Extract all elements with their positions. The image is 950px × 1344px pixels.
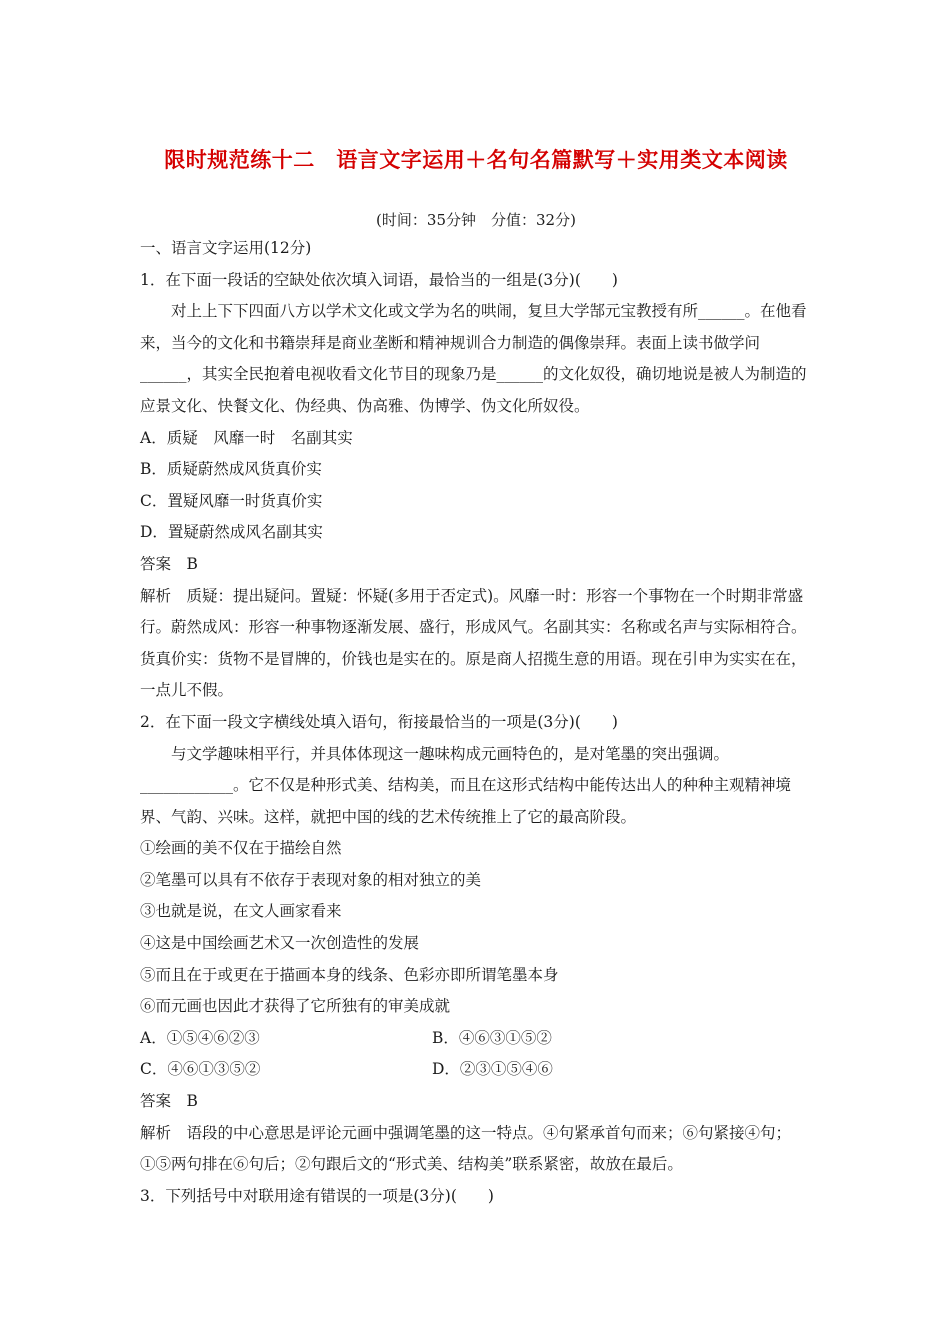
- q2-item-4: ④这是中国绘画艺术又一次创造性的发展: [140, 934, 420, 953]
- q2-answer: [140, 1086, 812, 1118]
- q1-analysis: [140, 581, 812, 707]
- analysis-label: 解析: [140, 1123, 172, 1142]
- q2-option-a: A．①⑤④⑥②③: [140, 1028, 260, 1047]
- q1-stem: 1．在下面一段话的空缺处依次填入词语，最恰当的一组是(3分)( ): [140, 270, 618, 289]
- document-body: [140, 233, 812, 1212]
- q2-passage: 与文学趣味相平行，并具体体现这一趣味构成元画特色的，是对笔墨的突出强调。____________。它不仅是种形式美、结构美，而且在这形式结构中能传达出人的种种主观精神境界、气韵、兴味。这样，就把中国的线的艺术传统推上了它的最高阶段。: [140, 744, 792, 826]
- section-heading: 一、语言文字运用(12分): [140, 239, 312, 257]
- q2-item-2: ②笔墨可以具有不依存于表现对象的相对独立的美: [140, 870, 482, 889]
- q1-option-a: A．质疑 风靡一时 名副其实: [140, 428, 353, 447]
- time-score-info: (时间：35分钟 分值：32分): [376, 211, 576, 229]
- q3-stem: 3．下列括号中对联用途有错误的一项是(3分)( ): [140, 1186, 494, 1205]
- q2-options-row-2: [140, 1054, 812, 1086]
- q2-stem: 2．在下面一段文字横线处填入语句，衔接最恰当的一项是(3分)( ): [140, 712, 618, 731]
- answer-value: B: [186, 1092, 198, 1111]
- q1-passage: 对上上下下四面八方以学术文化或文学为名的哄闹，复旦大学郜元宝教授有所______。在他看来，当今的文化和书籍崇拜是商业垄断和精神规训合力制造的偶像崇拜。表面上读书做学问______，其实全民抱着电视收看文化节目的现象乃是______的文化奴役，确切地说是被人为制造的应景文化、快餐文化、伪经典、伪高雅、伪博学、伪文化所奴役。: [140, 302, 807, 415]
- q1-answer: [140, 549, 812, 581]
- answer-value: B: [186, 554, 198, 573]
- q1-option-c: C．置疑风靡一时货真价实: [140, 491, 323, 510]
- q2-item-5: ⑤而且在于或更在于描画本身的线条、色彩亦即所谓笔墨本身: [140, 965, 559, 984]
- analysis-label: 解析: [140, 586, 172, 605]
- q2-option-d: D．②③①⑤④⑥: [432, 1060, 553, 1079]
- answer-label: 答案: [140, 554, 172, 573]
- analysis-text: 质疑：提出疑问。置疑：怀疑(多用于否定式)。风靡一时：形容一个事物在一个时期非常盛行。蔚然成风：形容一种事物逐渐发展、盛行，形成风气。名副其实：名称或名声与实际相符合。货真价实：货物不是冒牌的，价钱也是实在的。原是商人招揽生意的用语。现在引申为实实在在，一点儿不假。: [140, 586, 807, 700]
- q2-item-3: ③也就是说，在文人画家看来: [140, 902, 342, 921]
- q1-option-d: D．置疑蔚然成风名副其实: [140, 523, 323, 542]
- q2-item-6: ⑥而元画也因此才获得了它所独有的审美成就: [140, 997, 451, 1016]
- q1-option-b: B．质疑蔚然成风货真价实: [140, 460, 322, 479]
- document-title: 限时规范练十二 语言文字运用＋名句名篇默写＋实用类文本阅读: [164, 148, 788, 172]
- q2-option-c: C．④⑥①③⑤②: [140, 1060, 261, 1079]
- q2-item-1: ①绘画的美不仅在于描绘自然: [140, 839, 342, 858]
- q2-option-b: B．④⑥③①⑤②: [432, 1028, 552, 1047]
- analysis-text: 语段的中心意思是评论元画中强调笔墨的这一特点。④句紧承首句而来；⑥句紧接④句；①⑤两句排在⑥句后；②句跟后文的“形式美、结构美”联系紧密，故放在最后。: [140, 1123, 792, 1174]
- q2-options-row-1: [140, 1023, 812, 1055]
- q2-analysis: [140, 1118, 812, 1181]
- answer-label: 答案: [140, 1092, 172, 1111]
